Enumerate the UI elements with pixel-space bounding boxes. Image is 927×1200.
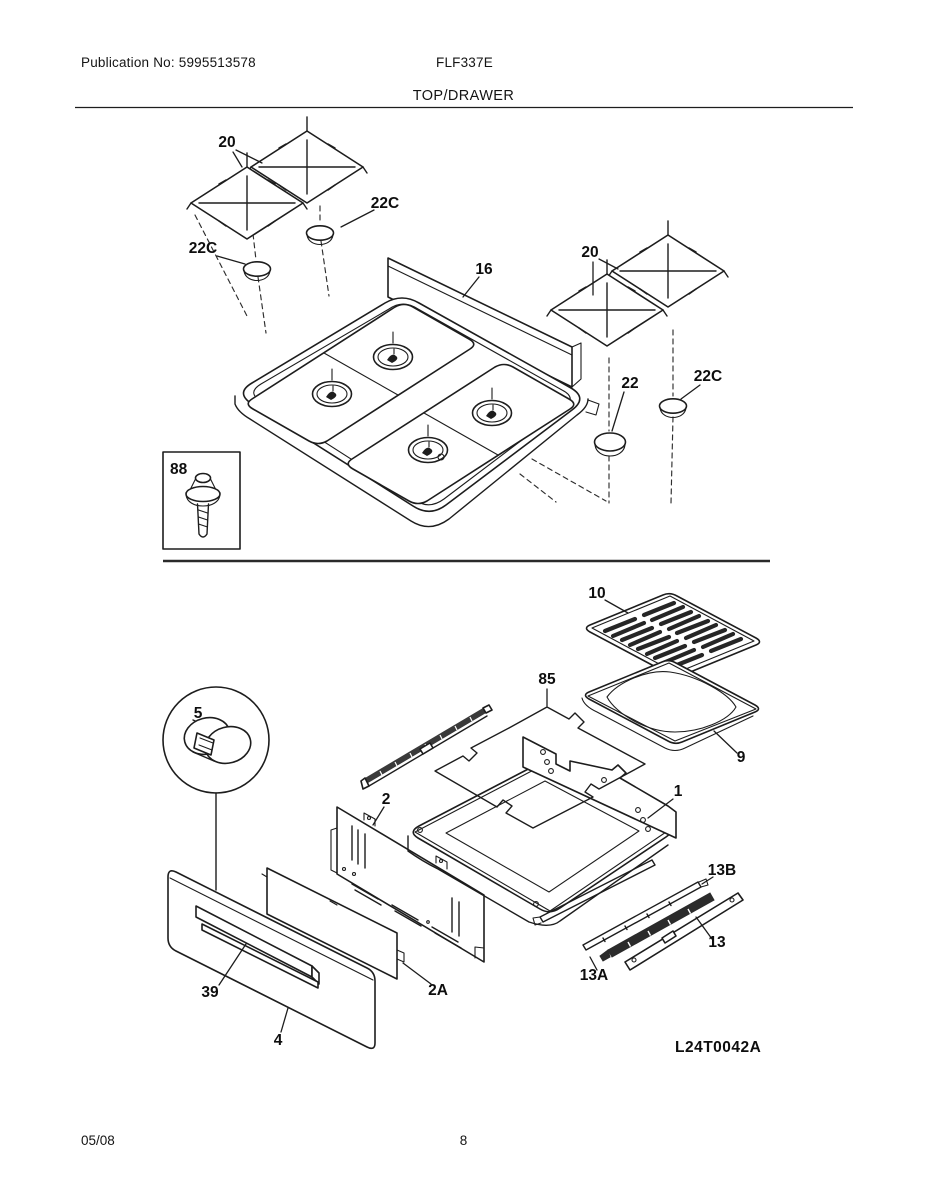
callout-20-left: 20 xyxy=(218,134,236,151)
callout-22c-upper-left: 22C xyxy=(370,195,400,212)
callout-22c-right: 22C xyxy=(693,368,723,385)
callout-22c-lower-left: 22C xyxy=(188,240,218,257)
roller-detail xyxy=(163,687,269,890)
maintop-assembly xyxy=(235,258,599,527)
callout-22: 22 xyxy=(621,375,639,392)
callout-1: 1 xyxy=(673,783,683,800)
callout-2: 2 xyxy=(381,791,391,808)
publication-number: Publication No: 5995513578 xyxy=(81,55,256,70)
callout-10: 10 xyxy=(588,585,606,602)
callout-13b: 13B xyxy=(707,862,737,879)
broiler-pan xyxy=(582,661,759,751)
callout-13: 13 xyxy=(708,934,726,951)
illustration-code: L24T0042A xyxy=(675,1039,762,1056)
burner-cap-22 xyxy=(595,433,626,456)
callout-39: 39 xyxy=(201,984,219,1001)
burner-grates-right xyxy=(547,221,728,346)
callout-85: 85 xyxy=(538,671,556,688)
drawer-glide-13b xyxy=(583,879,708,950)
model-number: FLF337E xyxy=(436,55,493,70)
callout-5: 5 xyxy=(193,705,203,722)
callout-88: 88 xyxy=(170,461,188,478)
section-title: TOP/DRAWER xyxy=(412,88,515,104)
page-number: 8 xyxy=(459,1133,468,1148)
cap-22c-lower-left xyxy=(244,262,271,281)
callout-9: 9 xyxy=(736,749,746,766)
callout-16: 16 xyxy=(475,261,493,278)
revision-date: 05/08 xyxy=(81,1133,115,1148)
burner-grates-left xyxy=(187,117,367,239)
callout-13a: 13A xyxy=(579,967,609,984)
callout-4: 4 xyxy=(273,1032,283,1049)
cap-22c-right xyxy=(660,399,687,418)
callout-2a: 2A xyxy=(428,982,448,999)
callout-20-right: 20 xyxy=(581,244,599,261)
cap-22c-upper-left xyxy=(307,226,334,245)
